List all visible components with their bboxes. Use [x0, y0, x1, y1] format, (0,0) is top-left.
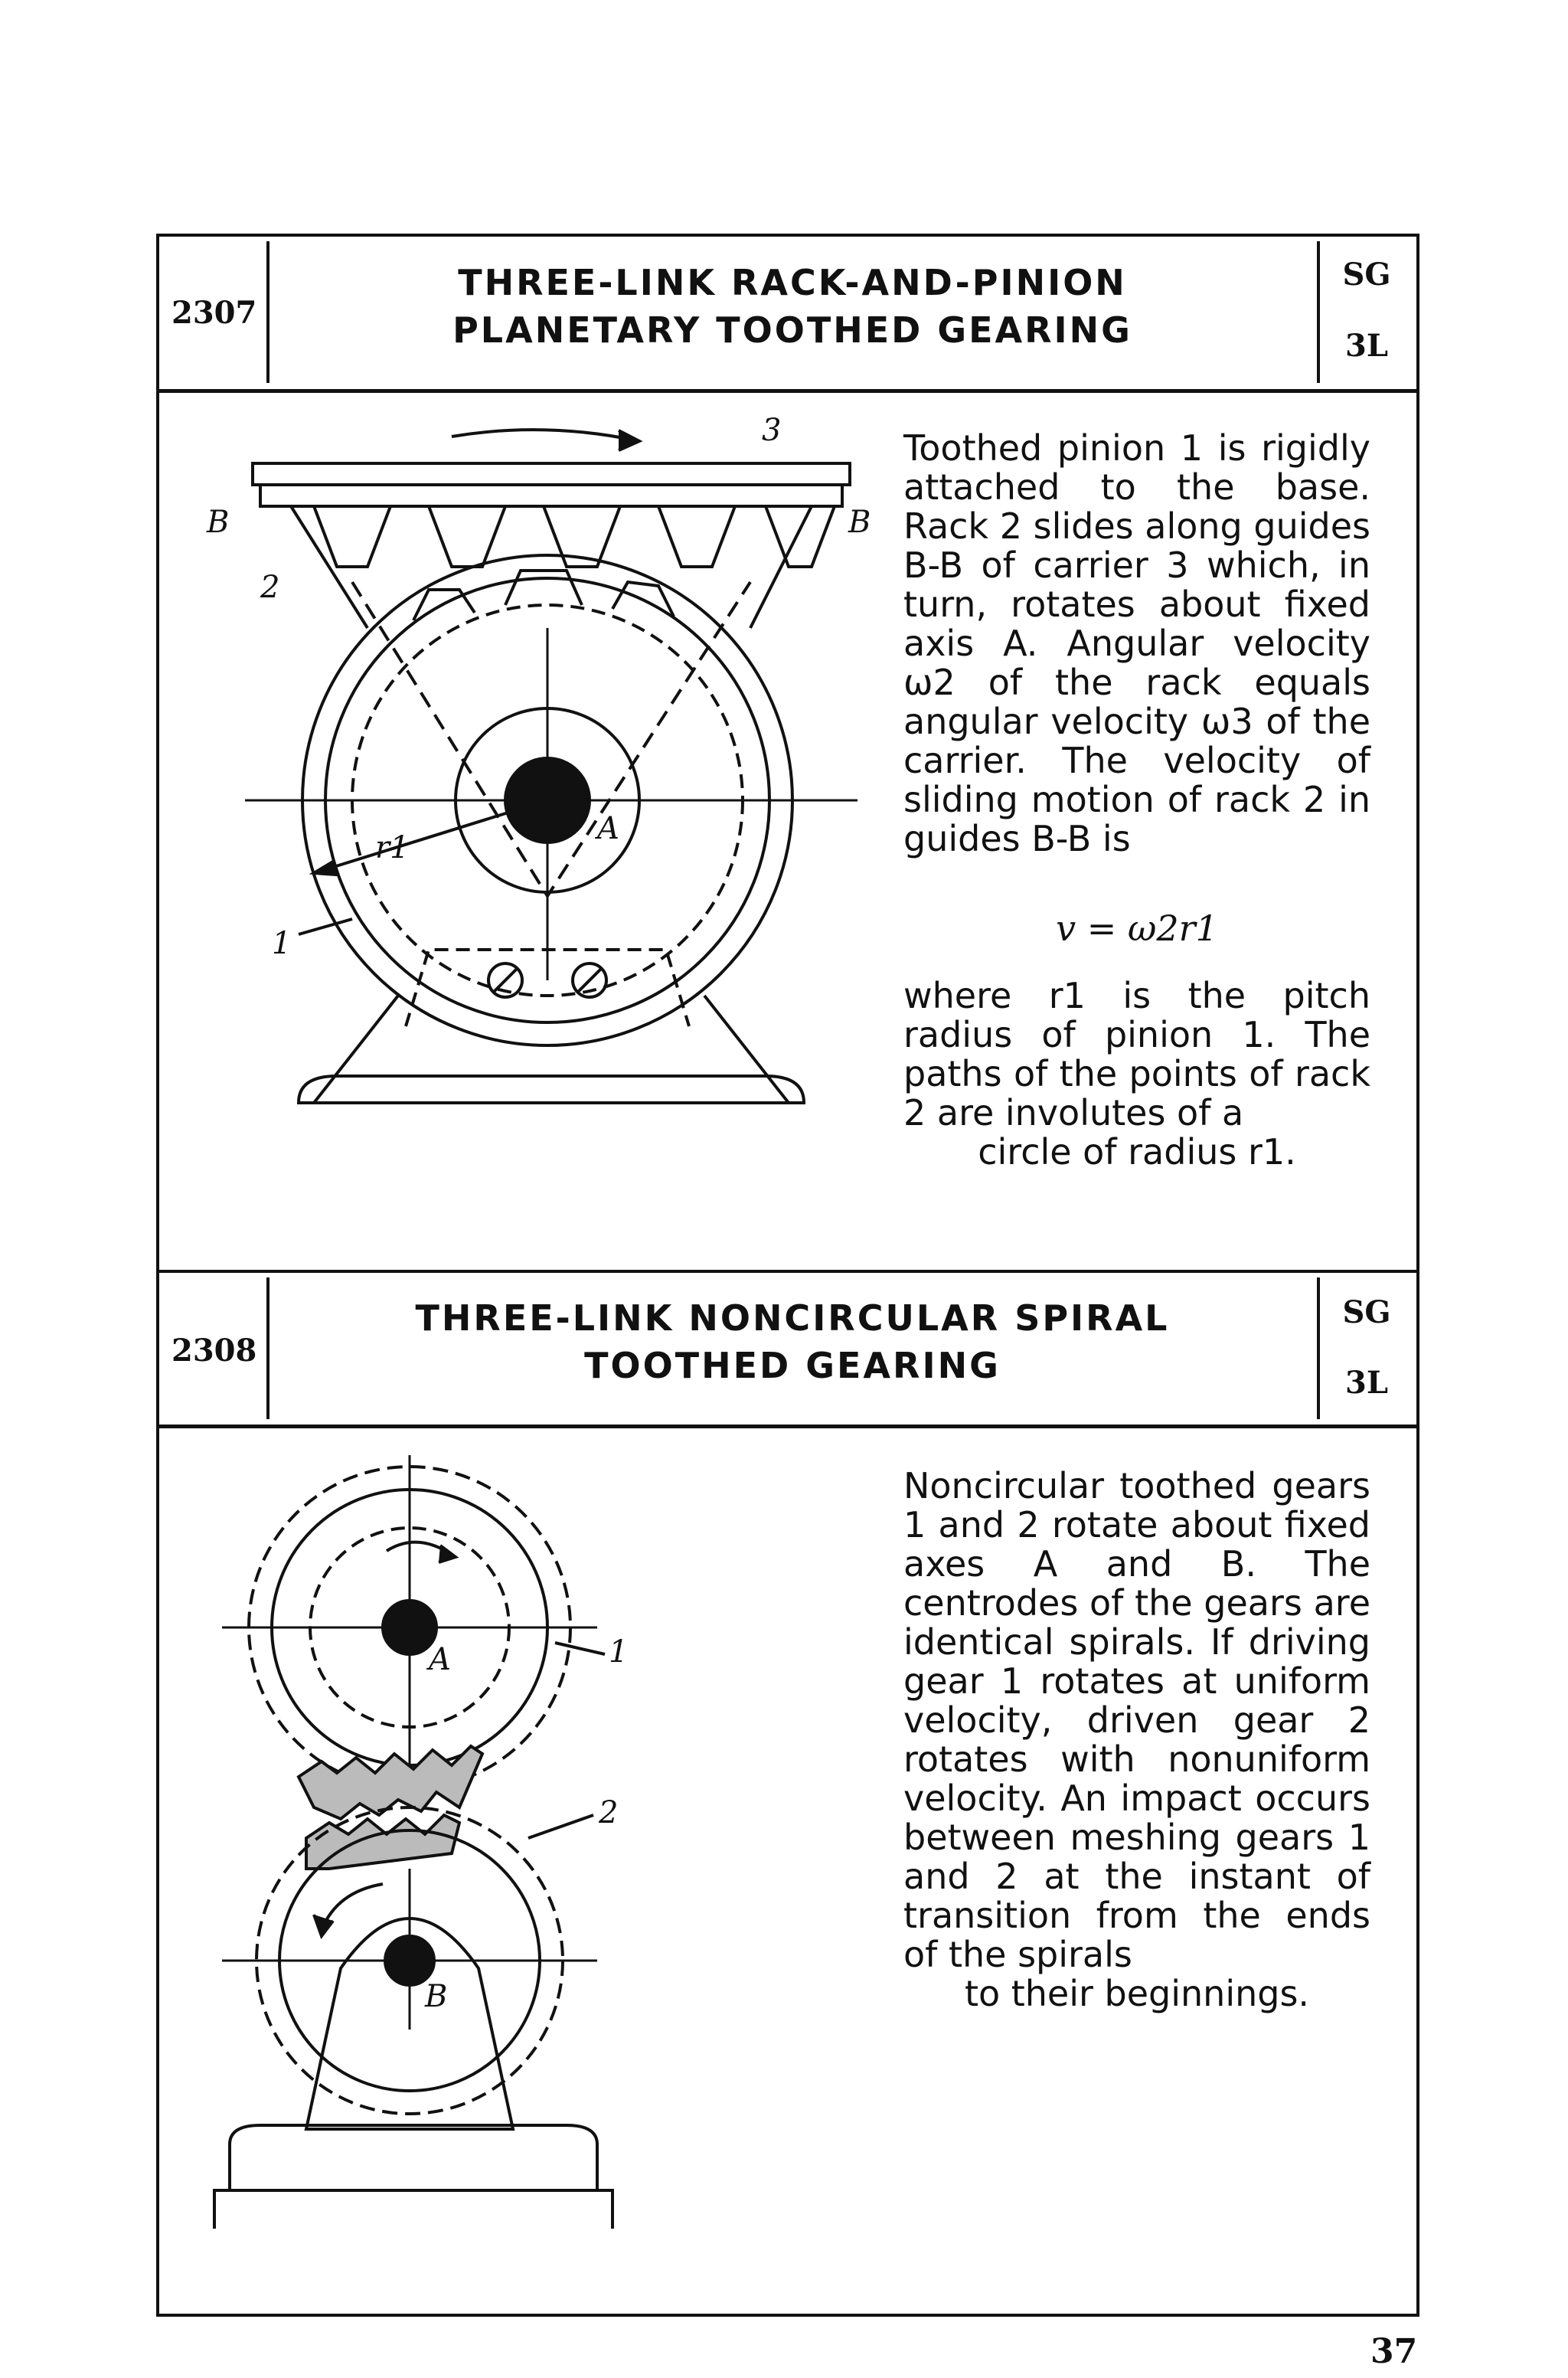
section-2307-title-line1: THREE-LINK RACK-AND-PINION [458, 262, 1127, 303]
section-2307-number-divider [266, 241, 270, 383]
section-2308-code-bottom: 3L [1345, 1365, 1388, 1401]
section-2308-title [276, 1294, 1309, 1389]
figure-label-axis-b: B [425, 1979, 448, 2014]
section-2307-code-divider [1317, 241, 1320, 383]
section-2307-title [276, 259, 1309, 354]
section-2307-number: 2307 [172, 295, 257, 331]
section-2307-description-after-text: where r1 is the pitch radius of pinion 1. The paths of the points of rack 2 are involutes of a [903, 975, 1370, 1133]
section-2308-number-divider [266, 1277, 270, 1419]
figure-label-axis-a: A [429, 1642, 451, 1677]
section-2308-code-top: SG [1342, 1294, 1391, 1330]
section-2308-description-last: to their beginnings. [964, 1973, 1310, 2014]
section-2308-title-line1: THREE-LINK NONCIRCULAR SPIRAL [415, 1297, 1170, 1339]
section-2307-description-after [903, 976, 1370, 1172]
figure-label-axis-a: A [597, 811, 619, 846]
page-number: 37 [1370, 2332, 1418, 2371]
figure-label-rack: 2 [260, 570, 280, 605]
section-2307-header-rule [156, 389, 1419, 393]
section-2307-description-last: circle of radius r1. [978, 1131, 1296, 1173]
section-2307-description-text: Toothed pinion 1 is rigidly attached to the base. Rack 2 slides along guides B-B of carrier 3 which, in turn, rotates about fixed axis A. Angular velocity ω2 of the rack equals angular velocity ω3 of the carrier. The velocity of sliding motion of rack 2 in guides B-B is [903, 427, 1370, 859]
section-2307-description [903, 429, 1370, 859]
figure-label-guide-right: B [848, 505, 871, 540]
section-2307-figure [199, 398, 873, 1133]
section-2307-formula: v = ω2r1 [1056, 908, 1218, 949]
figure-label-radius: r1 [375, 830, 410, 865]
section-2308-header-rule [156, 1425, 1419, 1428]
figure-label-gear2: 2 [599, 1795, 619, 1830]
section-2307-title-line2: PLANETARY TOOTHED GEARING [452, 309, 1132, 351]
section-2308-number: 2308 [172, 1333, 257, 1369]
section-2308-description-text: Noncircular toothed gears 1 and 2 rotate about fixed axes A and B. The centrodes of the gears are identical spirals. If driving gear 1 rotates at uniform velocity, driven gear 2 rotates with nonuniform velocity. An impact occurs between meshing gears 1 and 2 at the instant of transition from the ends of the spirals [903, 1465, 1370, 1975]
section-2308-top-rule [156, 1270, 1419, 1273]
section-2307-top-rule [156, 234, 1419, 237]
section-2308-figure [207, 1440, 681, 2267]
figure-label-gear1: 1 [609, 1634, 629, 1670]
section-2308-code-divider [1317, 1277, 1320, 1419]
section-2307-code-bottom: 3L [1345, 328, 1388, 364]
figure-label-pinion: 1 [272, 926, 292, 961]
figure-label-carrier: 3 [762, 413, 782, 448]
section-2308-description [903, 1467, 1370, 2013]
figure-label-guide-left: B [207, 505, 230, 540]
section-2307-code-top: SG [1342, 257, 1391, 293]
section-2308-title-line2: TOOTHED GEARING [584, 1345, 1001, 1386]
